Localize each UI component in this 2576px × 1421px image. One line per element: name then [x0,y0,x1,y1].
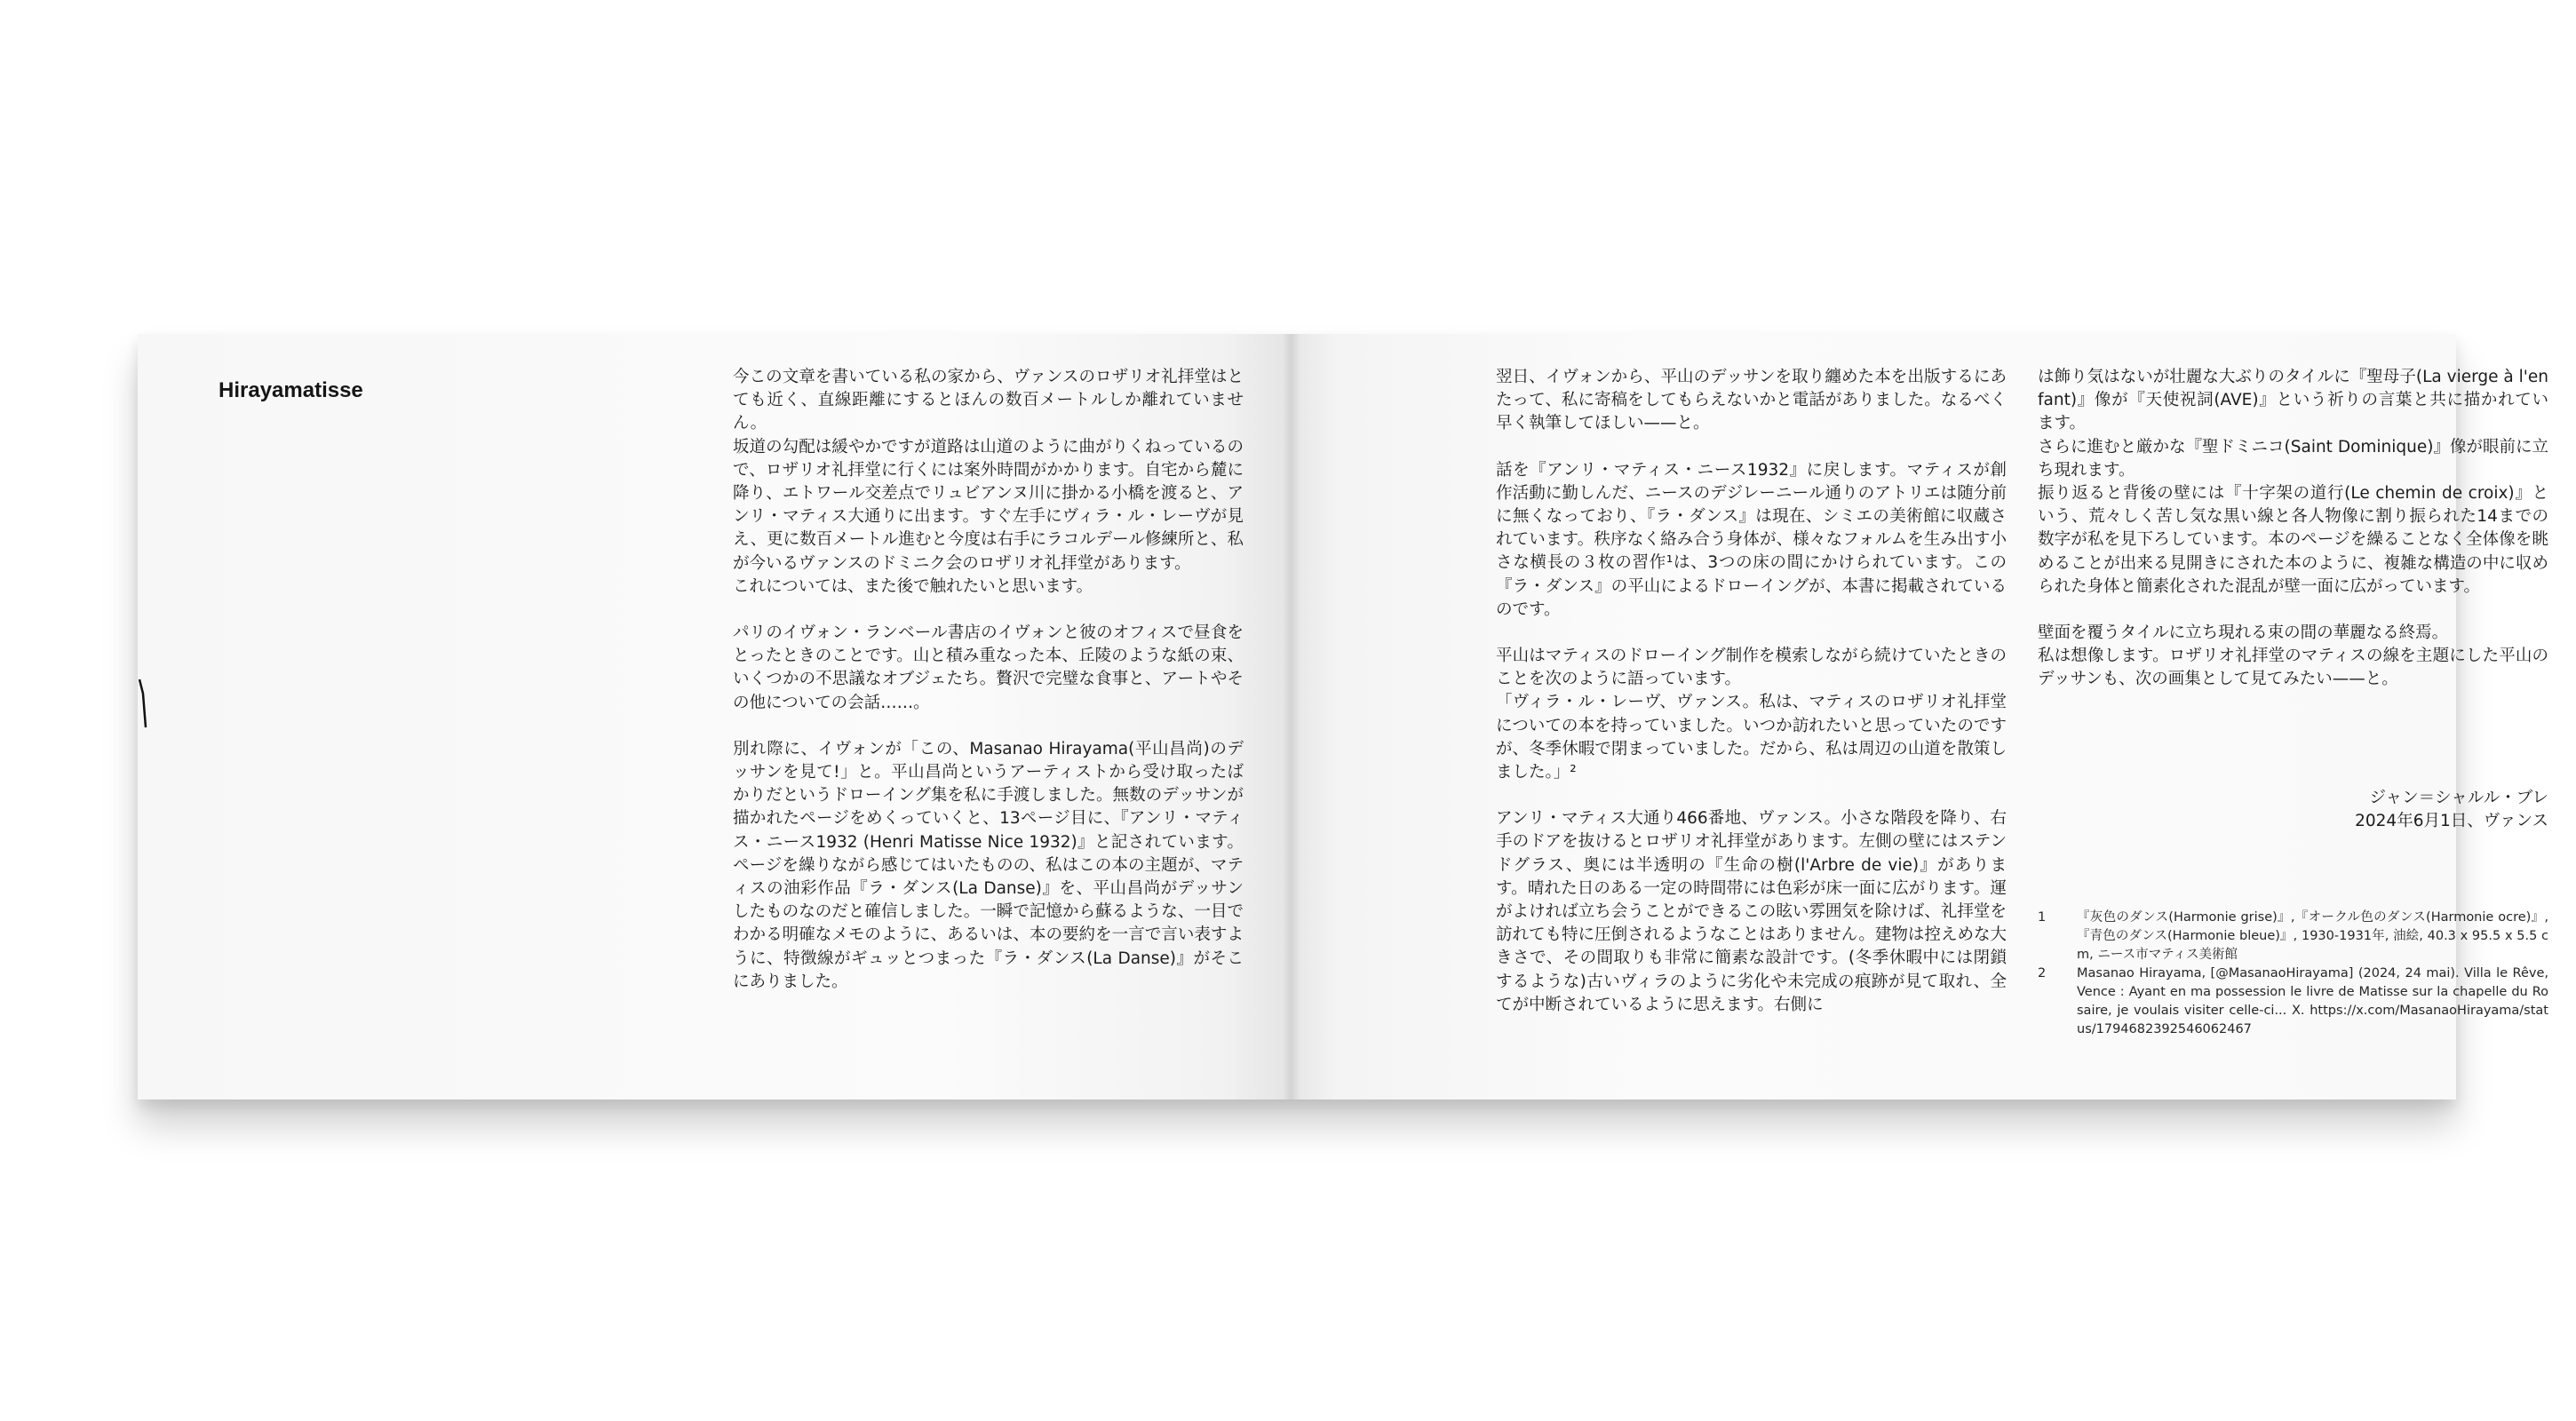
paragraph: 坂道の勾配は緩やかですが道路は山道のように曲がりくねっているので、ロザリオ礼拝堂に行くには案外時間がかかります。自宅から麓に降り、エトワール交差点でリュビアンヌ川に掛かる小橋を渡ると、アンリ・マティス大通りに出ます。すぐ左手にヴィラ・ル・レーヴが見え、更に数百メートル進むと今度は右手にラコルデール修練所と、私が今いるヴァンスのドミニク会のロザリオ礼拝堂があります。 [733,437,1244,573]
essay-column-1 [733,366,1244,1017]
author-name: ジャン＝シャルル・ブレ [2369,789,2548,807]
paragraph: 今この文章を書いている私の家から、ヴァンスのロザリオ礼拝堂はとても近く、直線距離にするとほんの数百メートルしか離れていません。 [733,368,1244,433]
paragraph: 振り返ると背後の壁には『十字架の道行(Le chemin de croix)』という、荒々しく苦し気な黒い線と各人物像に割り振られた14までの数字が私を見下ろしています。本のページを繰ることなく全体像を眺めることが出来る見開きにされた本のように、複雑な構造の中に収められた身体と簡素化された混乱が壁一面に広がっています。 [2038,484,2548,596]
footnote [2038,909,2548,965]
left-page [138,334,1291,1099]
paragraph: 話を『アンリ・マティス・ニース1932』に戻します。マティスが創作活動に勤しんだ、ニースのデジレーニール通りのアトリエは随分前に無くなっており、『ラ・ダンス』は現在、シミエの美術館に収蔵されています。秩序なく絡み合う身体が、様々なフォルムを生み出す小さな横長の３枚の習作¹は、3つの床の間にかけられています。この『ラ・ダンス』の平山によるドローイングが、本書に掲載されているのです。 [1496,460,2007,619]
footnote-number: 1 [2038,910,2047,925]
paragraph: 壁面を覆うタイルに立ち現れる束の間の華麗なる終焉。 [2038,623,2449,643]
essay-column-3 [2038,366,2548,715]
paragraph: 翌日、イヴォンから、平山のデッサンを取り纏めた本を出版するにあたって、私に寄稿をしてもらえないかと電話がありました。なるべく早く執筆してほしい——と。 [1496,368,2007,433]
running-title: Hirayamatisse [219,378,363,402]
paragraph: パリのイヴォン・ランベール書店のイヴォンと彼のオフィスで昼食をとったときのことです。山と積み重なった本、丘陵のような紙の束、いくつかの不思議なオブジェたち。贅沢で完璧な食事と、アートやその他についての会話……。 [733,623,1244,712]
open-book-spread [138,334,2548,1099]
signature-block [2188,787,2548,833]
footnote-number: 2 [2038,966,2047,980]
right-page [1291,334,2548,1099]
paragraph: 平山はマティスのドローイング制作を模索しながら続けていたときのことを次のように語っています。 [1496,647,2007,689]
date-place: 2024年6月1日、ヴァンス [2355,812,2548,830]
paragraph: アンリ・マティス大通り466番地、ヴァンス。小さな階段を降り、右手のドアを抜けるとロザリオ礼拝堂があります。左側の壁にはステンドグラス、奥には半透明の『生命の樹(l'Arbre de vie)』があります。晴れた日のある一定の時間帯には色彩が床一面に広がります。運がよければ立ち会うことができるこの眩い雰囲気を除けば、礼拝堂を訪れても特に圧倒されるようなことはありません。建物は控えめな大きさで、その間取りも非常に簡素な設計です。(冬季休暇中には閉鎖するような)古いヴィラのように劣化や未完成の痕跡が見て取れ、全てが中断されているように思えます。右側に [1496,809,2007,1014]
paragraph: 別れ際に、イヴォンが「この、Masanao Hirayama(平山昌尚)のデッサンを見て!」と。平山昌尚というアーティストから受け取ったばかりだというドローイング集を私に手渡しました。無数のデッサンが描かれたページをめくっていくと、13ページ目に、『アンリ・マティス・ニース1932 (Henri Matisse Nice 1932)』と記されています。ページを繰りながら感じてはいたものの、私はこの本の主題が、マティスの油彩作品『ラ・ダンス(La Danse)』を、平山昌尚がデッサンしたものなのだと確信しました。一瞬で記憶から蘇るような、一目でわかる明確なメモのように、あるいは、本の要約を一言で言い表すように、特徴線がギュッとつまった『ラ・ダンス(La Danse)』がそこにありました。 [733,739,1244,991]
paragraph: 私は想像します。ロザリオ礼拝堂のマティスの線を主題にした平山のデッサンも、次の画集として見てみたい——と。 [2038,647,2548,689]
paragraph: は飾り気はないが壮麗な大ぶりのタイルに『聖母子(La vierge à l'enfant)』像が『天使祝詞(AVE)』という祈りの言葉と共に描かれています。 [2038,368,2548,433]
footnote-text: Masanao Hirayama, [@MasanaoHirayama] (2024, 24 mai). Villa le Rêve, Vence : Ayant en ma possession le livre de Matisse sur la chapelle du Rosaire, je voulais visiter celle-ci... X. https://x.com/MasanaoHirayama/status/1794682392546062467 [2077,966,2548,1036]
bleed-image-fragment [138,676,148,729]
footnote [2038,965,2548,1039]
book-gutter [1283,334,1300,1099]
paragraph: これについては、また後で触れたいと思います。 [733,576,1093,596]
essay-column-2 [1496,366,2007,1040]
paragraph: さらに進むと厳かな『聖ドミニコ(Saint Dominique)』像が眼前に立ち現れます。 [2038,437,2548,480]
paragraph: 「ヴィラ・ル・レーヴ、ヴァンス。私は、マティスのロザリオ礼拝堂についての本を持っていました。いつか訪れたいと思っていたのですが、冬季休暇で閉まっていました。だから、私は周辺の山道を散策しました。」² [1496,693,2007,782]
footnote-text: 『灰色のダンス(Harmonie grise)』,『オークル色のダンス(Harmonie ocre)』,『青色のダンス(Harmonie bleue)』, 1930-1931年, 油絵, 40.3 x 95.5 x 5.5 cm, ニース市マティス美術館 [2077,910,2548,962]
footnotes [2038,909,2548,1039]
